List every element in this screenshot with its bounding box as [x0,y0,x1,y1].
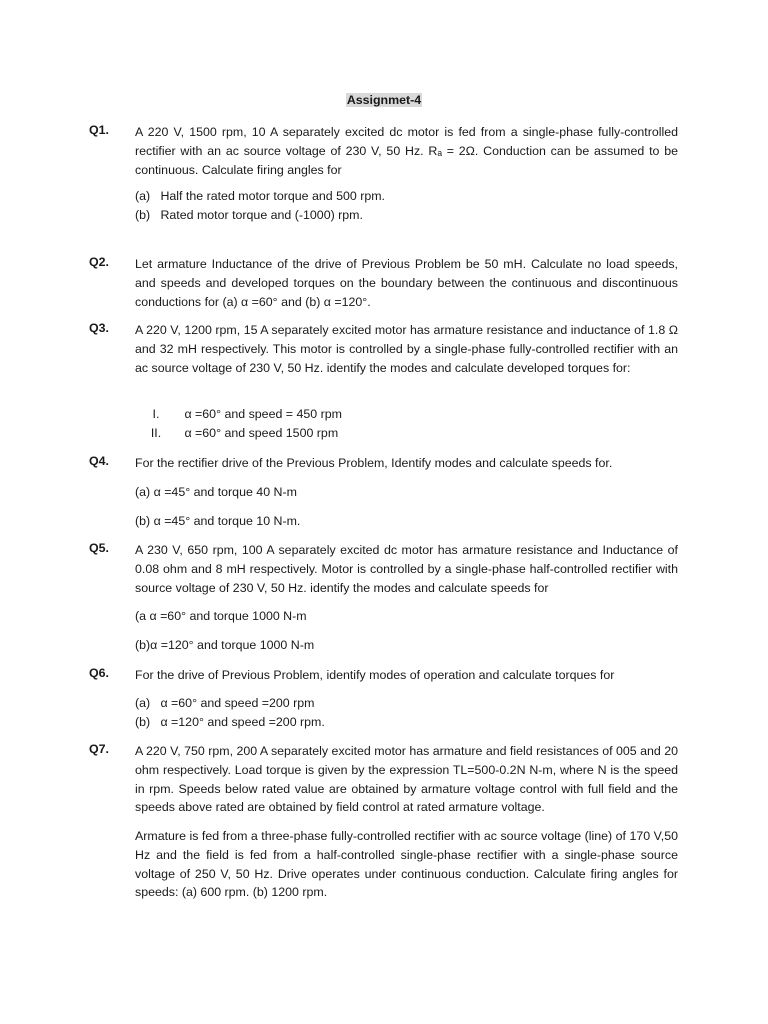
item-label: (a) [135,189,151,203]
question-7-text-2: Armature is fed from a three-phase fully-controlled rectifier with ac source voltage (line) of 170 V,50 Hz and the field is fed from a half-controlled single-phase rectifier with a single-phase source voltage of 250 V, 50 Hz. Drive operates under continuous conduction. Calculate firing angles for speeds: (a) 600 rpm. (b) 1200 rpm. [135,829,678,900]
question-1-item-a [135,187,385,206]
question-6-item-a [135,694,314,713]
question-5-item-b: (b)α =120° and torque 1000 N-m [135,638,315,652]
question-6-text: For the drive of Previous Problem, identify modes of operation and calculate torques for [135,668,615,682]
question-2-number: Q2. [89,255,109,269]
question-3-item-2 [141,424,338,443]
question-4-item-b: (b) α =45° and torque 10 N-m. [135,514,301,528]
assignment-title [0,93,768,107]
question-6-number: Q6. [89,666,109,680]
question-3-text: A 220 V, 1200 rpm, 15 A separately excited motor has armature resistance and inductance of 1.8 Ω and 32 mH respectively. This motor is controlled by a single-phase fully-controlled rectifier with an ac source voltage of 230 V, 50 Hz. identify the modes and calculate developed torques for: [135,323,678,375]
question-1-text: A 220 V, 1500 rpm, 10 A separately excited dc motor is fed from a single-phase fully-controlled rectifier with an ac source voltage of 230 V, 50 Hz. Rₐ = 2Ω. Conduction can be assumed to be continuous. Calculate firing angles for [135,125,678,177]
question-4-text: For the rectifier drive of the Previous Problem, Identify modes and calculate speeds for. [135,456,613,470]
question-3-number: Q3. [89,321,109,335]
item-text: Rated motor torque and (-1000) rpm. [160,208,363,222]
item-text: Half the rated motor torque and 500 rpm. [160,189,385,203]
item-label: II. [150,426,162,440]
question-2-text: Let armature Inductance of the drive of Previous Problem be 50 mH. Calculate no load speeds, and speeds and developed torques on the boundary between the continuous and discontinuous conductions for (a) α =60° and (b) α =120°. [135,257,678,309]
question-4-item-a: (a) α =45° and torque 40 N-m [135,485,297,499]
item-label: (a) [135,696,151,710]
question-6-item-b [135,713,325,732]
question-1-number: Q1. [89,123,109,137]
question-7-number: Q7. [89,742,109,756]
question-1-item-b [135,206,363,225]
item-label: I. [152,407,160,421]
question-5-number: Q5. [89,541,109,555]
item-text: α =120° and speed =200 rpm. [160,715,325,729]
question-5-item-a: (a α =60° and torque 1000 N-m [135,609,307,623]
question-5-text: A 230 V, 650 rpm, 100 A separately excited dc motor has armature resistance and Inductance of 0.08 ohm and 8 mH respectively. Motor is controlled by a single-phase half-controlled rectifier with source voltage of 230 V, 50 Hz. identify the modes and calculate speeds for [135,543,678,595]
question-4-number: Q4. [89,454,109,468]
item-text: α =60° and speed =200 rpm [160,696,315,710]
item-label: (b) [135,715,151,729]
question-3-item-1 [141,405,342,424]
item-text: α =60° and speed = 450 rpm [184,407,342,421]
item-text: α =60° and speed 1500 rpm [184,426,339,440]
question-7-text: A 220 V, 750 rpm, 200 A separately excited motor has armature and field resistances of 005 and 20 ohm respectively. Load torque is given by the expression TL=500-0.2N N-m, where N is the speed in rpm. Speeds below rated value are obtained by armature voltage control with full field and the speeds above rated are obtained by field control at rated armature voltage. [135,744,679,815]
assignment-title-text: Assignmet-4 [346,93,422,107]
item-label: (b) [135,208,151,222]
